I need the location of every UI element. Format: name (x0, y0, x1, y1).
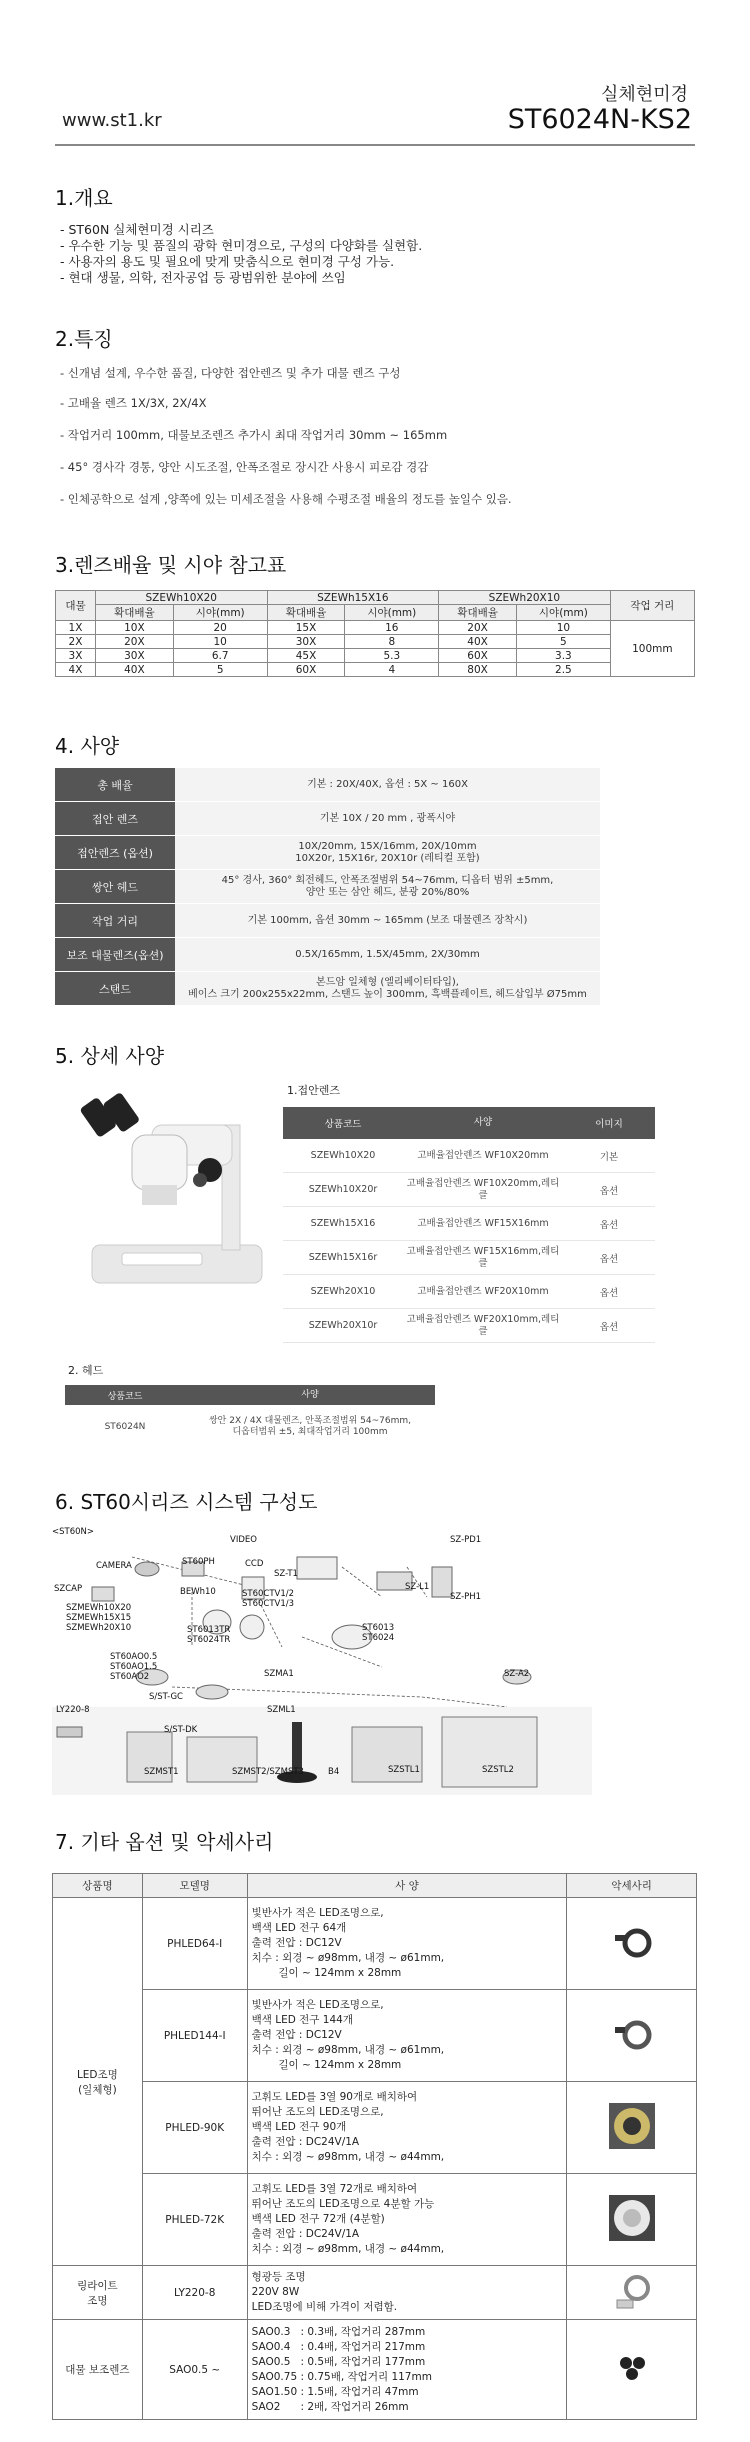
overview-line: - 현대 생물, 의학, 전자공업 등 광범위한 분야에 쓰임 (60, 270, 346, 285)
cell: 60X (267, 663, 345, 677)
accessory-table (52, 1873, 697, 2420)
dlabel: CAMERA (96, 1561, 132, 1571)
th-group-1: SZEWh10X20 (95, 591, 267, 605)
dlabel: ST60PH (182, 1557, 215, 1567)
cell: 15X (267, 621, 345, 635)
spec-value: 0.5X/165mm, 1.5X/45mm, 2X/30mm (175, 938, 600, 971)
table-row (53, 2174, 697, 2266)
cell: SZEWh15X16r (308, 1252, 378, 1263)
aux-name-cell: 대물 보조렌즈 (53, 2320, 143, 2420)
feature-line: - 인체공학으로 설계 ,양쪽에 있는 미세조절을 사용해 수평조절 배율의 정도를 높일수 있음. (60, 492, 512, 506)
spec-cell: 형광등 조명 220V 8W LED조명에 비해 가격이 저렴함. (247, 2266, 567, 2320)
table-row (283, 1139, 655, 1173)
dlabel: SZ-L1 (405, 1582, 430, 1592)
th-mag: 확대배율 (95, 605, 173, 621)
th-spec: 사 양 (247, 1874, 567, 1898)
feature-line: - 작업거리 100mm, 대물보조렌즈 추가시 최대 작업거리 30mm ~ 165mm (60, 428, 448, 442)
spec-row (55, 836, 600, 870)
table-row (283, 1173, 655, 1207)
dlabel: BEWh10 (180, 1587, 216, 1597)
cell: 고배율접안렌즈 WF20X10mm (417, 1285, 549, 1297)
cell: SZEWh15X16 (310, 1218, 376, 1229)
cell: 60X (439, 649, 517, 663)
eyepiece-table (283, 1107, 655, 1343)
table-row (56, 635, 695, 649)
dlabel: SZMA1 (264, 1669, 294, 1679)
dlabel: SZMEWh10X20 (66, 1603, 132, 1613)
spec-row (55, 972, 600, 1006)
cell: 옵션 (599, 1287, 619, 1299)
dlabel: SZMST1 (144, 1767, 179, 1777)
ring-light-photo-icon (609, 2195, 655, 2241)
model-cell: PHLED-90K (142, 2082, 247, 2174)
spec-table (55, 768, 600, 1006)
cell: ST6024N (104, 1422, 146, 1432)
feature-line: - 45° 경사각 경통, 양안 시도조절, 안폭조절로 장시간 사용시 피로감 경감 (60, 460, 429, 474)
spec-key: 총 배율 (55, 768, 175, 801)
cell: 5 (173, 663, 267, 677)
th-fov: 시야(mm) (173, 605, 267, 621)
image-cell (567, 2082, 697, 2174)
spec-cell: 빛반사가 적은 LED조명으로, 백색 LED 전구 144개 출력 전압 : DC12V 치수 : 외경 ~ ø98mm, 내경 ~ ø61mm, 길이 ~ 124mm x 28mm (247, 1990, 567, 2082)
cell: 40X (439, 635, 517, 649)
cell: 2X (56, 635, 96, 649)
cell: 4 (345, 663, 439, 677)
cell: 고배율접안렌즈 WF15X16mm (417, 1217, 549, 1229)
cell: 옵션 (599, 1253, 619, 1265)
ring-led-icon (609, 1919, 655, 1965)
spec-value: 10X/20mm, 15X/16mm, 20X/10mm 10X20r, 15X16r, 20X10r (레티컬 포함) (175, 836, 600, 869)
dlabel: ST60AO1.5 (110, 1662, 158, 1672)
th: 사양 (301, 1389, 319, 1400)
detail-sub-eyepiece: 1.접안렌즈 (287, 1084, 340, 1097)
spec-key: 작업 거리 (55, 904, 175, 937)
spec-value: 기본 100mm, 옵션 30mm ~ 165mm (보조 대물렌즈 장착시) (175, 904, 600, 937)
ring-name-cell: 링라이트 조명 (53, 2266, 143, 2320)
cell: 6.7 (173, 649, 267, 663)
th: 이미지 (595, 1119, 623, 1130)
feature-line: - 신개념 설계, 우수한 품질, 다양한 접안렌즈 및 추가 대물 렌즈 구성 (60, 366, 401, 380)
spec-row (55, 802, 600, 836)
image-cell (567, 1990, 697, 2082)
spec-row (55, 904, 600, 938)
dlabel: ST6013 (362, 1623, 395, 1633)
cell: 3.3 (517, 649, 611, 663)
spec-key: 쌍안 헤드 (55, 870, 175, 903)
cell: 고배율접안렌즈 WF15X16mm,레티클 (406, 1245, 560, 1269)
system-diagram (52, 1527, 592, 1795)
model-cell: PHLED-72K (142, 2174, 247, 2266)
cell: SZEWh10X20 (310, 1150, 376, 1161)
overview-line: - 우수한 기능 및 품질의 광학 현미경으로, 구성의 다양화를 실현함. (60, 238, 423, 253)
th-mag: 확대배율 (439, 605, 517, 621)
lens-magnification-table (55, 590, 695, 677)
product-model: ST6024N-KS2 (507, 104, 692, 135)
head-table-header (65, 1385, 435, 1405)
section-detail-title: 5. 상세 사양 (55, 1044, 165, 1068)
feature-line: - 고배율 렌즈 1X/3X, 2X/4X (60, 396, 207, 410)
cell: 20 (173, 621, 267, 635)
table-row (53, 1990, 697, 2082)
eyepiece-table-header (283, 1107, 655, 1139)
th-mag: 확대배율 (267, 605, 345, 621)
spec-key: 보조 대물렌즈(옵션) (55, 938, 175, 971)
table-row (283, 1309, 655, 1343)
dlabel: SZMEWh15X15 (66, 1613, 132, 1623)
table-row (56, 621, 695, 635)
table-row (53, 1898, 697, 1990)
cell: 2.5 (517, 663, 611, 677)
product-title-kr: 실체현미경 (601, 84, 688, 105)
dlabel: SZML1 (267, 1705, 296, 1715)
dlabel: SZ-PH1 (450, 1592, 482, 1602)
cell: 5.3 (345, 649, 439, 663)
spec-row (55, 938, 600, 972)
cell: 고배율접안렌즈 WF10X20mm,레티클 (406, 1177, 560, 1201)
dlabel: SZ-PD1 (450, 1535, 482, 1545)
table-row (53, 2320, 697, 2420)
dlabel: ST60CTV1/2 (242, 1589, 295, 1599)
image-cell (567, 2266, 697, 2320)
cell: 고배율접안렌즈 WF20X10mm,레티클 (406, 1313, 560, 1337)
cell: 8 (345, 635, 439, 649)
dlabel: SZ-T1 (274, 1569, 298, 1579)
microscope-image (72, 1085, 267, 1295)
spec-cell: 고휘도 LED를 3열 90개로 배치하여 뛰어난 조도의 LED조명으로, 백색 LED 전구 90개 출력 전압 : DC24V/1A 치수 : 외경 ~ ø98mm, 내경 ~ ø44mm, (247, 2082, 567, 2174)
cell: 20X (439, 621, 517, 635)
cell: 30X (95, 649, 173, 663)
table-row (53, 2082, 697, 2174)
spec-cell: 빛반사가 적은 LED조명으로, 백색 LED 전구 64개 출력 전압 : DC12V 치수 : 외경 ~ ø98mm, 내경 ~ ø61mm, 길이 ~ 124mm x 28mm (247, 1898, 567, 1990)
table-row (56, 663, 695, 677)
dlabel: SZSTL1 (388, 1765, 420, 1775)
cell: SZEWh20X10 (310, 1286, 376, 1297)
dlabel: SZSTL2 (482, 1765, 514, 1775)
section-features-title: 2.특징 (55, 327, 113, 351)
cell: 10 (517, 621, 611, 635)
table-row (53, 2266, 697, 2320)
dlabel: B4 (328, 1767, 340, 1777)
th: 사양 (473, 1117, 493, 1128)
table-row (283, 1207, 655, 1241)
th-fov: 시야(mm) (345, 605, 439, 621)
model-cell: SAO0.5 ~ (142, 2320, 247, 2420)
dlabel: ST60AO2 (110, 1672, 150, 1682)
overview-line: - ST60N 실체현미경 시리즈 (60, 222, 214, 237)
model-cell: PHLED64-I (142, 1898, 247, 1990)
dlabel: SZ-A2 (504, 1669, 530, 1679)
image-cell (567, 2320, 697, 2420)
cell: 기본 (599, 1151, 619, 1163)
ring-light-icon (609, 2268, 655, 2314)
dlabel: ST6013TR (187, 1625, 231, 1635)
image-cell (567, 1898, 697, 1990)
overview-line: - 사용자의 용도 및 필요에 맞게 맞춤식으로 현미경 구성 가능. (60, 254, 395, 269)
spec-cell: SAO0.3 : 0.3배, 작업거리 287mm SAO0.4 : 0.4배, 작업거리 217mm SAO0.5 : 0.5배, 작업거리 177mm SAO0.75 : 0.75배, 작업거리 117mm SAO1.50 : 1.5배, 작업거리 47mm SAO2 : 2배, 작업거리 26mm (247, 2320, 567, 2420)
section-accessory-title: 7. 기타 옵션 및 악세사리 (55, 1830, 274, 1854)
th: 상품코드 (324, 1119, 362, 1130)
th-fov: 시야(mm) (517, 605, 611, 621)
auxiliary-lens-icon (609, 2345, 655, 2391)
dlabel: ST6024 (362, 1633, 395, 1643)
cell: 16 (345, 621, 439, 635)
th: 상품코드 (107, 1391, 143, 1402)
model-cell: LY220-8 (142, 2266, 247, 2320)
detail-sub-head: 2. 헤드 (68, 1364, 104, 1377)
cell: 1X (56, 621, 96, 635)
table-row (283, 1275, 655, 1309)
table-row (56, 649, 695, 663)
image-cell (567, 2174, 697, 2266)
th-group-3: SZEWh20X10 (439, 591, 611, 605)
cell: 쌍안 2X / 4X 대물렌즈, 안폭조절범위 54~76mm, 디옵터범위 ±5, 최대작업거리 100mm (208, 1416, 411, 1437)
spec-row (55, 768, 600, 802)
section-spec-title: 4. 사양 (55, 734, 120, 758)
cell: 10X (95, 621, 173, 635)
cell: 옵션 (599, 1185, 619, 1197)
cell: 옵션 (599, 1321, 619, 1333)
cell: 40X (95, 663, 173, 677)
dlabel: SZMEWh20X10 (66, 1623, 132, 1633)
cell: 30X (267, 635, 345, 649)
th-model-name: 모델명 (142, 1874, 247, 1898)
dlabel: ST60CTV1/3 (242, 1599, 295, 1609)
working-distance-cell: 100mm (610, 621, 694, 677)
overview-list (60, 222, 422, 286)
spec-value: 기본 10X / 20 mm , 광폭시야 (175, 802, 600, 835)
dlabel: VIDEO (230, 1535, 257, 1545)
th-group-2: SZEWh15X16 (267, 591, 439, 605)
section-lens-table-title: 3.렌즈배율 및 시야 참고표 (55, 553, 287, 577)
section-overview-title: 1.개요 (55, 186, 113, 210)
spec-value: 45° 경사, 360° 회전헤드, 안폭조절범위 54~76mm, 디옵터 범위 ±5mm, 양안 또는 삼안 헤드, 분광 20%/80% (175, 870, 600, 903)
cell: 5 (517, 635, 611, 649)
dlabel: SZMST2/SZMST3 (232, 1767, 304, 1777)
table-row (65, 1405, 435, 1449)
dlabel: ST6024TR (187, 1635, 231, 1645)
site-url[interactable]: www.st1.kr (62, 110, 162, 131)
dlabel: CCD (245, 1559, 264, 1569)
cell: 옵션 (599, 1219, 619, 1231)
spec-value: 기본 : 20X/40X, 옵션 : 5X ~ 160X (175, 768, 600, 801)
dlabel: <ST60N> (52, 1527, 95, 1537)
spec-value: 본드암 일체형 (엘리베이터타입), 베이스 크기 200x255x22mm, 스탠드 높이 300mm, 흑백플레이트, 헤드삽입부 Ø75mm (175, 972, 600, 1005)
spec-key: 스탠드 (55, 972, 175, 1005)
header-rule (55, 144, 695, 146)
head-table (65, 1385, 435, 1449)
dlabel: LY220-8 (56, 1705, 90, 1715)
cell: SZEWh10X20r (308, 1184, 378, 1195)
dlabel: SZCAP (54, 1584, 83, 1594)
led-name-cell: LED조명 (일체형) (53, 1898, 143, 2266)
spec-cell: 고휘도 LED를 3열 72개로 배치하여 뛰어난 조도의 LED조명으로 4분할 가능 백색 LED 전구 72개 (4분할) 출력 전압 : DC24V/1A 치수 : 외경 ~ ø98mm, 내경 ~ ø44mm, (247, 2174, 567, 2266)
ring-led-icon (609, 2011, 655, 2057)
cell: 3X (56, 649, 96, 663)
ring-light-photo-icon (609, 2103, 655, 2149)
th-working-distance: 작업 거리 (610, 591, 694, 621)
cell: 45X (267, 649, 345, 663)
dlabel: ST60AO0.5 (110, 1652, 158, 1662)
cell: 고배율접안렌즈 WF10X20mm (417, 1149, 549, 1161)
section-system-title: 6. ST60시리즈 시스템 구성도 (55, 1490, 318, 1514)
cell: SZEWh20X10r (308, 1320, 378, 1331)
spec-key: 접안 렌즈 (55, 802, 175, 835)
model-cell: PHLED144-I (142, 1990, 247, 2082)
dlabel: S/ST-DK (164, 1725, 198, 1735)
cell: 80X (439, 663, 517, 677)
cell: 20X (95, 635, 173, 649)
th-accessory: 악세사리 (567, 1874, 697, 1898)
spec-row (55, 870, 600, 904)
dlabel: S/ST-GC (149, 1692, 183, 1702)
spec-key: 접안렌즈 (옵션) (55, 836, 175, 869)
table-row (283, 1241, 655, 1275)
th-objective: 대물 (56, 591, 96, 621)
th-product-name: 상품명 (53, 1874, 143, 1898)
cell: 10 (173, 635, 267, 649)
cell: 4X (56, 663, 96, 677)
